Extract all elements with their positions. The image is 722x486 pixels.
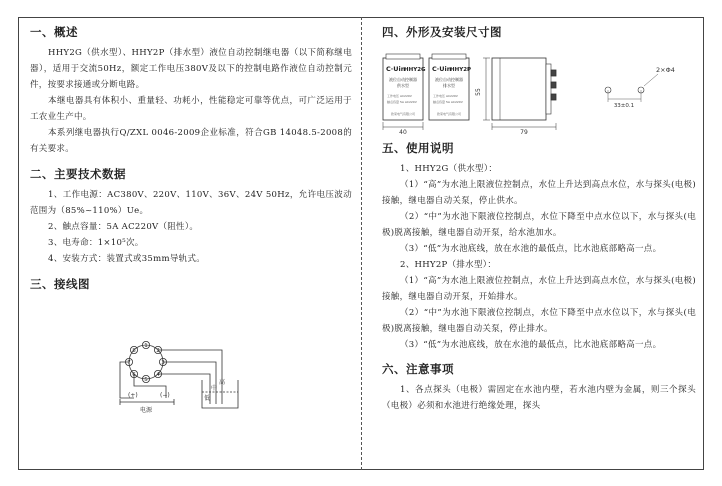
depth-value: 79 xyxy=(520,129,528,136)
wiring-diagram xyxy=(110,336,270,416)
brand-logo: C·Uin xyxy=(432,65,452,73)
front-view-hhy2p xyxy=(429,54,471,120)
product-type: 供水型 xyxy=(397,83,409,88)
product-type: 排水型 xyxy=(443,83,455,88)
spec-item: 1、工作电源：AC380V、220V、110V、36V、24V 50Hz，允许电压波动范围为（85%~110%）Ue。 xyxy=(30,190,352,216)
pin-label: 3 xyxy=(161,360,165,366)
voltage-line: 工作电压 AC220V xyxy=(387,94,412,98)
capacity-line: 触点容量 5A AC220V xyxy=(387,100,417,104)
right-column-text xyxy=(382,140,696,414)
pin-label: 5 xyxy=(144,377,148,383)
section-1-para-1: HHY2G（供水型）、HHY2P（排水型）液位自动控制继电器（以下简称继电器），适用于交流50Hz，额定工作电压380V及以下的控制电路作液位自动控制元件，按要求接通或分断电路。 xyxy=(30,48,352,90)
pin-label: 8 xyxy=(132,348,136,354)
pin-label: 6 xyxy=(132,372,136,378)
probe-low-label: 低 xyxy=(204,395,211,402)
spec-item: 2、触点容量：5A AC220V（阻性）。 xyxy=(48,222,199,232)
notes-para-1: 1、各点探头（电极）需固定在水池内壁，若水池内壁为金属，则三个探头（电极）必须和水池进行绝缘处理，探头 xyxy=(382,385,696,411)
usage-item: （1）“高”为水池上限液位控制点，水位上升达到高点水位，水与探头(电极)接触，继电器自动关泵，停止供水。 xyxy=(382,180,696,206)
spec-item: 3、电寿命：1×10⁵次。 xyxy=(48,238,144,248)
maker-line: 欣荣电气有限公司 xyxy=(436,112,462,116)
column-divider xyxy=(361,17,362,470)
probe-mid-label: 中 xyxy=(211,385,218,392)
hole-spacing-label: 33±0.1 xyxy=(613,103,635,109)
mounting-holes xyxy=(605,74,658,102)
usage-item: （2）“中”为水池下限液位控制点，水位下降至中点水位以下，水与探头(电极)脱离接触，继电器自动关泵，停止排水。 xyxy=(382,308,696,334)
usage-item: （3）“低”为水池底线，放在水池的最低点，比水池底部略高一点。 xyxy=(400,340,662,350)
capacity-line: 触点容量 5A AC220V xyxy=(433,100,463,104)
supply-plus-label: (+) xyxy=(128,392,138,399)
height-value: 55 xyxy=(475,88,482,96)
right-column xyxy=(382,24,696,40)
product-name: 液位自动控制器 xyxy=(389,77,417,82)
usage-item: （3）“低”为水池底线，放在水池的最低点，比水池底部略高一点。 xyxy=(400,244,662,254)
probe-high-label: 高 xyxy=(219,379,226,386)
section-1-heading: 一、概述 xyxy=(30,25,78,39)
pin-label: 2 xyxy=(156,348,160,354)
maker-line: 欣荣电气有限公司 xyxy=(390,112,416,116)
model-label: HHY2G xyxy=(404,67,426,73)
power-label: 电源 xyxy=(140,407,153,414)
dimension-drawing xyxy=(380,52,700,136)
section-4-heading: 四、外形及安装尺寸图 xyxy=(382,25,502,39)
section-6-heading: 六、注意事项 xyxy=(382,362,454,376)
left-column xyxy=(30,24,352,292)
section-1-para-2: 本继电器具有体积小、重量轻、功耗小，性能稳定可靠等优点，可广泛运用于工农业生产中。 xyxy=(30,96,352,122)
section-3-heading: 三、接线图 xyxy=(30,277,90,291)
usage-item: （2）“中”为水池下限液位控制点，水位下降至中点水位以下，水与探头(电极)脱离接触，继电器自动开泵，给水池加水。 xyxy=(382,212,696,238)
pin-label: 1 xyxy=(144,343,148,349)
drain-type-title: 2、HHY2P（排水型）： xyxy=(400,260,497,270)
pin-label: 7 xyxy=(127,360,131,366)
product-name: 液位自动控制器 xyxy=(435,77,463,82)
brand-logo: C·Uin xyxy=(386,65,406,73)
supply-type-title: 1、HHY2G（供水型）： xyxy=(400,164,498,174)
voltage-line: 工作电压 AC220V xyxy=(433,94,458,98)
section-1-para-3: 本系列继电器执行Q/ZXL 0046-2009企业标准，符合GB 14048.5-2008的有关要求。 xyxy=(30,128,352,154)
section-2-heading: 二、主要技术数据 xyxy=(30,167,126,181)
side-view xyxy=(492,58,556,120)
section-5-heading: 五、使用说明 xyxy=(382,141,454,155)
spec-item: 4、安装方式：装置式或35mm导轨式。 xyxy=(48,254,206,264)
width-value: 40 xyxy=(399,129,407,136)
usage-item: （1）“高”为水池上限液位控制点，水位上升达到高点水位，水与探头(电极)接触，继电器自动开泵，开始排水。 xyxy=(382,276,696,302)
supply-minus-label: (−) xyxy=(160,392,170,399)
pin-label: 4 xyxy=(156,372,160,378)
model-label: HHY2P xyxy=(450,67,472,73)
hole-size-label: 2×Φ4 xyxy=(656,66,675,74)
front-view-hhy2g xyxy=(383,54,426,120)
